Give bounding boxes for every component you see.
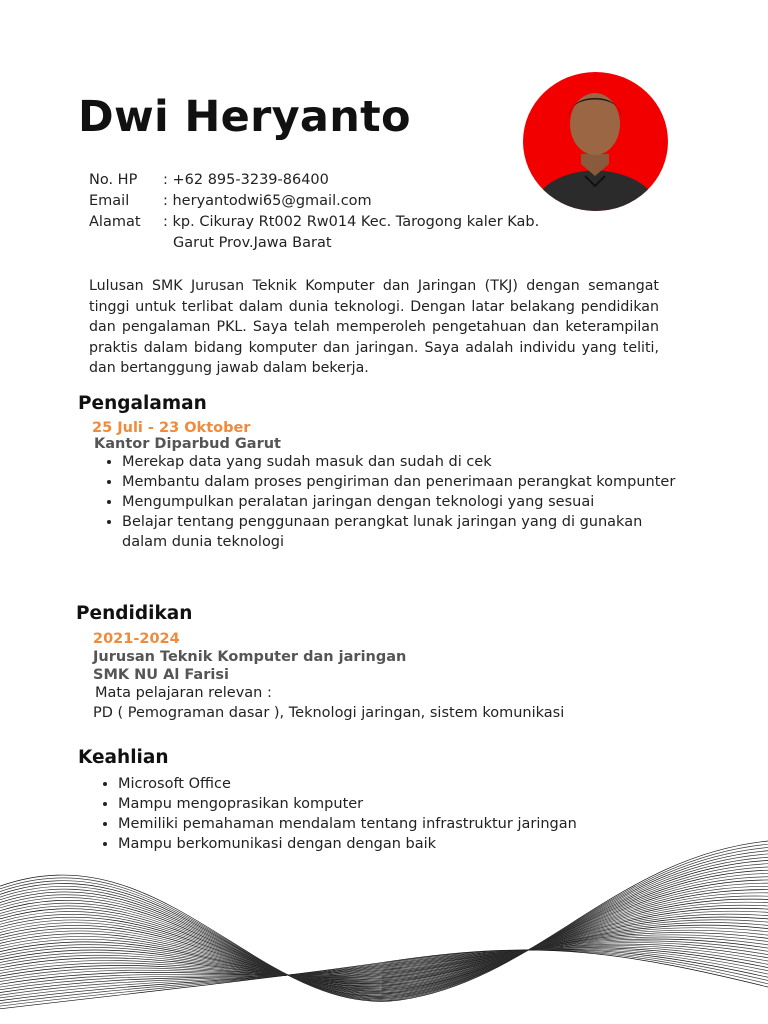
education-subjects-label: Mata pelajaran relevan : — [95, 685, 272, 701]
contact-label: No. HP — [89, 172, 138, 188]
education-subjects: PD ( Pemograman dasar ), Teknologi jaringan, sistem komunikasi — [93, 705, 565, 721]
list-item: • Membantu dalam proses pengiriman dan penerimaan perangkat kompunter — [122, 472, 682, 492]
list-item: • Mampu berkomunikasi dengan dengan baik — [118, 834, 577, 854]
profile-photo — [523, 72, 668, 211]
wave-line — [0, 850, 768, 999]
education-major: Jurusan Teknik Komputer dan jaringan — [93, 649, 407, 665]
list-item: • Mengumpulkan peralatan jaringan dengan teknologi yang sesuai — [122, 492, 682, 512]
experience-company: Kantor Diparbud Garut — [94, 436, 281, 452]
contact-address-row — [89, 212, 543, 254]
contact-email-row — [89, 191, 543, 212]
experience-period: 25 Juli - 23 Oktober — [92, 420, 251, 436]
education-school: SMK NU Al Farisi — [93, 667, 229, 683]
contact-info — [89, 170, 543, 254]
list-item: • Mampu mengoprasikan komputer — [118, 794, 577, 814]
section-title-experience: Pengalaman — [78, 393, 207, 414]
contact-address-line2: Garut Prov.Jawa Barat — [173, 235, 332, 251]
contact-address — [163, 212, 543, 254]
list-item: • Merekap data yang sudah masuk dan sudah di cek — [122, 452, 682, 472]
list-item: • Belajar tentang penggunaan perangkat lunak jaringan yang di gunakan dalam dunia teknologi — [122, 512, 682, 552]
person-silhouette-icon — [523, 72, 668, 211]
section-title-education: Pendidikan — [76, 603, 193, 624]
contact-phone: : +62 895-3239-86400 — [163, 172, 329, 188]
wave-line — [0, 877, 768, 992]
decorative-wave-lines — [0, 820, 768, 1024]
list-item: • Microsoft Office — [118, 774, 577, 794]
resume-name: Dwi Heryanto — [78, 92, 411, 142]
contact-address-line1: : kp. Cikuray Rt002 Rw014 Kec. Tarogong kaler Kab. — [163, 214, 540, 230]
contact-email: : heryantodwi65@gmail.com — [163, 193, 372, 209]
contact-phone-row — [89, 170, 543, 191]
education-entry — [93, 630, 564, 722]
experience-entry — [92, 420, 682, 552]
contact-label: Email — [89, 193, 130, 209]
profile-summary: Lulusan SMK Jurusan Teknik Komputer dan Jaringan (TKJ) dengan semangat tinggi untuk terlibat dalam dunia teknologi. Dengan latar belakang pendidikan dan pengalaman PKL. Saya telah memperoleh pengetahuan dan keterampilan praktis dalam bidang komputer dan jaringan. Saya adalah individu yang teliti, dan bertanggung jawab dalam bekerja. — [89, 278, 659, 376]
contact-label: Alamat — [89, 214, 141, 230]
experience-list — [92, 452, 682, 552]
section-title-skills: Keahlian — [78, 747, 169, 768]
list-item: • Memiliki pemahaman mendalam tentang infrastruktur jaringan — [118, 814, 577, 834]
education-period: 2021-2024 — [93, 631, 180, 647]
